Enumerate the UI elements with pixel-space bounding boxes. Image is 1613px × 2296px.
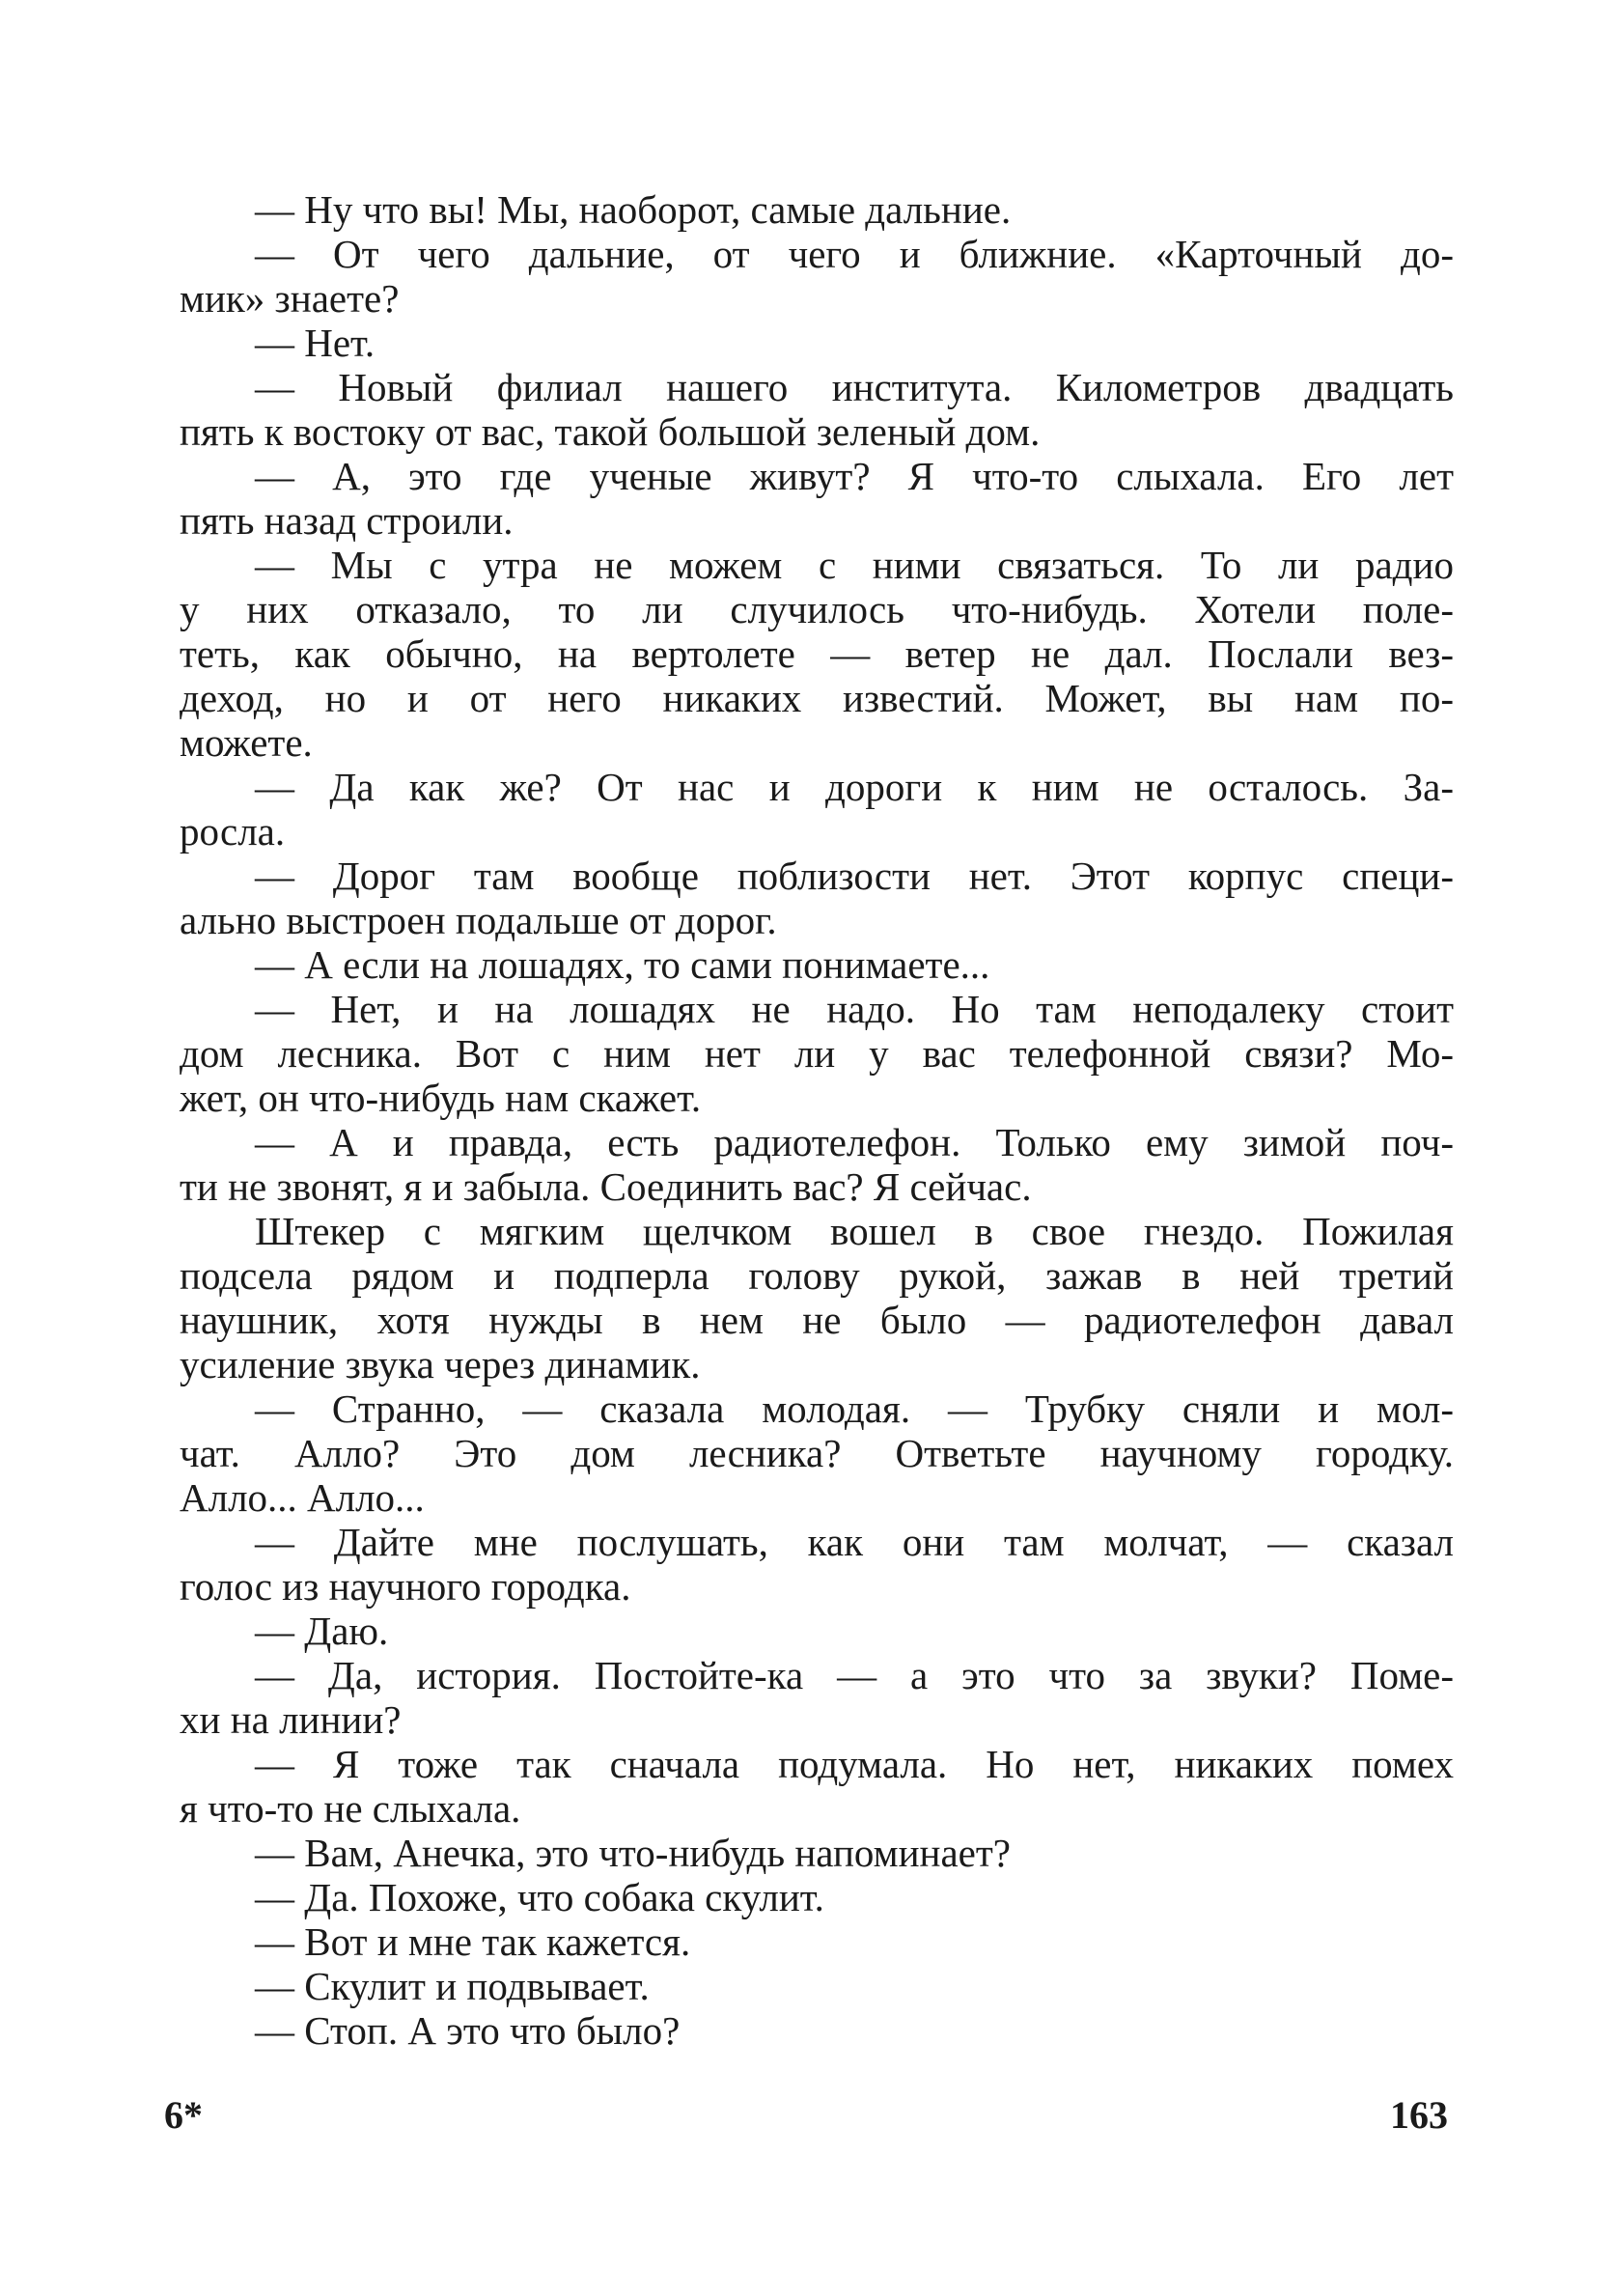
text-line: ти не звонят, я и забыла. Соединить вас? Я сейчас.	[180, 1164, 1032, 1209]
text-line: — Мы с утра не можем с ними связаться. То ли радио	[255, 543, 1454, 587]
text-line: — Нет, и на лошадях не надо. Но там неподалеку стоит	[255, 987, 1454, 1031]
text-line: я что-то не слыхала.	[180, 1786, 521, 1831]
text-line: мик» знаете?	[180, 276, 400, 321]
text-line: — Странно, — сказала молодая. — Трубку сняли и мол-	[255, 1386, 1454, 1431]
text-line: — От чего дальние, от чего и ближние. «Карточный до-	[255, 232, 1454, 276]
text-line: — Дайте мне послушать, как они там молчат, — сказал	[255, 1520, 1454, 1564]
text-line: — Я тоже так сначала подумала. Но нет, никаких помех	[255, 1742, 1454, 1786]
text-line: — Скулит и подвывает.	[255, 1964, 650, 2008]
text-line: росла.	[180, 809, 286, 854]
text-line: усиление звука через динамик.	[180, 1342, 701, 1386]
text-line: пять к востоку от вас, такой большой зеленый дом.	[180, 409, 1041, 454]
text-line: — Стоп. А это что было?	[255, 2008, 681, 2053]
text-line: дом лесника. Вот с ним нет ли у вас телефонной связи? Мо-	[180, 1031, 1454, 1076]
text-line: у них отказало, то ли случилось что-нибудь. Хотели поле-	[180, 587, 1454, 631]
text-line: наушник, хотя нужды в нем не было — радиотелефон давал	[180, 1298, 1454, 1342]
text-line: — А и правда, есть радиотелефон. Только ему зимой поч-	[255, 1120, 1454, 1164]
text-line: — Да как же? От нас и дороги к ним не осталось. За-	[255, 765, 1454, 809]
text-line: — А если на лошадях, то сами понимаете...	[255, 942, 990, 987]
text-line: чат. Алло? Это дом лесника? Ответьте научному городку.	[180, 1431, 1454, 1475]
text-line: — Да, история. Постойте-ка — а это что за звуки? Поме-	[255, 1653, 1454, 1697]
text-line: ально выстроен подальше от дорог.	[180, 898, 777, 942]
text-line: — Дорог там вообще поблизости нет. Этот корпус специ-	[255, 854, 1454, 898]
text-line: — Ну что вы! Мы, наоборот, самые дальние.	[255, 187, 1012, 232]
text-line: — Да. Похоже, что собака скулит.	[255, 1875, 824, 1919]
text-line: жет, он что-нибудь нам скажет.	[180, 1076, 702, 1120]
text-line: пять назад строили.	[180, 498, 514, 543]
text-line: — Новый филиал нашего института. Километров двадцать	[255, 365, 1454, 409]
text-line: теть, как обычно, на вертолете — ветер не дал. Послали вез-	[180, 631, 1454, 676]
text-line: Алло... Алло...	[180, 1475, 425, 1520]
text-line: деход, но и от него никаких известий. Может, вы нам по-	[180, 676, 1454, 720]
text-line: — Вот и мне так кажется.	[255, 1919, 691, 1964]
text-line: — Нет.	[255, 321, 375, 365]
page-number: 163	[1390, 2093, 1448, 2137]
text-line: Штекер с мягким щелчком вошел в свое гнездо. Пожилая	[255, 1209, 1454, 1253]
text-line: — Даю.	[255, 1609, 389, 1653]
text-line: хи на линии?	[180, 1697, 402, 1742]
text-line: — Вам, Анечка, это что-нибудь напоминает?	[255, 1831, 1011, 1875]
text-line: — А, это где ученые живут? Я что-то слыхала. Его лет	[255, 454, 1454, 498]
signature-mark: 6*	[164, 2093, 203, 2137]
text-line: голос из научного городка.	[180, 1564, 631, 1609]
text-line: можете.	[180, 720, 313, 765]
text-line: подсела рядом и подперла голову рукой, зажав в ней третий	[180, 1253, 1454, 1298]
